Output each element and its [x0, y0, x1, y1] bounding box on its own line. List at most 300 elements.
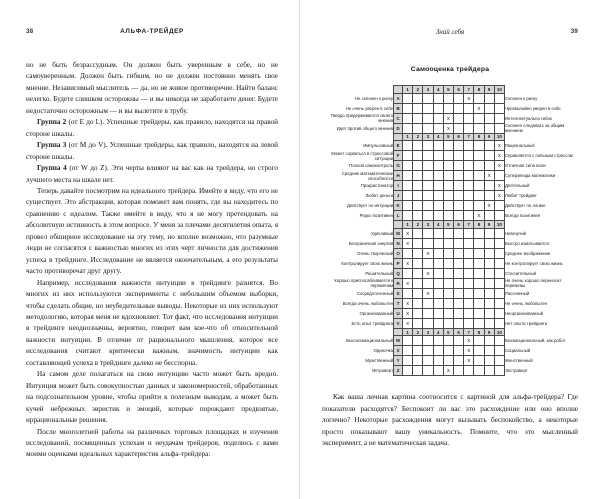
matrix-cell[interactable] — [494, 298, 504, 308]
closing-paragraph: Как ваша личная картина соотносится с картиной для альфа-трейдера? Где показатели расходятся? Беспокоит ли вас это расхождение или оно вполне логично? Некоторые расхождения могут вызывать беспокойство, а некоторые просто показывают вашу уникальность. Помните, что это мысленный эксперимент, а не математическая задача. — [322, 393, 578, 448]
matrix-cell[interactable] — [454, 336, 464, 346]
matrix-cell[interactable] — [403, 161, 413, 171]
matrix-trait-row[interactable] — [327, 211, 573, 221]
matrix-cell[interactable] — [423, 211, 433, 221]
matrix-cell[interactable] — [443, 191, 453, 201]
matrix-cell[interactable] — [433, 191, 443, 201]
matrix-cell-marked[interactable]: X — [423, 248, 433, 258]
matrix-trait-row[interactable] — [327, 141, 573, 151]
matrix-trait-row[interactable] — [327, 228, 573, 238]
matrix-cell[interactable] — [454, 238, 464, 248]
matrix-cell[interactable] — [403, 356, 413, 366]
matrix-cell[interactable] — [494, 366, 504, 376]
matrix-row-key: V — [394, 318, 403, 328]
matrix-trait-row[interactable] — [327, 171, 573, 181]
matrix-scale-number: 10 — [494, 328, 504, 336]
matrix-cell[interactable] — [494, 336, 504, 346]
matrix-cell[interactable] — [433, 161, 443, 171]
matrix-cell[interactable] — [423, 366, 433, 376]
matrix-cell-marked[interactable]: X — [474, 103, 484, 113]
matrix-cell[interactable] — [413, 201, 423, 211]
matrix-cell[interactable] — [403, 103, 413, 113]
matrix-cell[interactable] — [443, 228, 453, 238]
matrix-cell[interactable] — [484, 278, 494, 288]
matrix-cell[interactable] — [433, 141, 443, 151]
matrix-trait-row[interactable] — [327, 336, 573, 346]
matrix-cell[interactable] — [433, 113, 443, 123]
matrix-cell[interactable] — [474, 123, 484, 133]
matrix-cell[interactable] — [403, 366, 413, 376]
matrix-cell[interactable] — [423, 346, 433, 356]
matrix-cell[interactable] — [423, 228, 433, 238]
matrix-cell[interactable] — [443, 248, 453, 258]
matrix-cell[interactable] — [413, 238, 423, 248]
matrix-cell-marked[interactable]: X — [403, 258, 413, 268]
matrix-cell[interactable] — [454, 318, 464, 328]
matrix-cell[interactable] — [494, 248, 504, 258]
body-paragraph: Теперь давайте посмотрим на идеального трейдера. Имейте в виду, что его не существует. Это абстракция, которая поможет вам понять, где вы находитесь по сравнению с идеалом. Также имейте в виду, что я не могу претендовать на абсолютную истинность в этом вопросе. У меня за плечами десятилетия опыта, я провел обширное исследование на эту тему, но вполне возможно, что разумные люди не согласятся с важностью многих из этих черт личности для достижения успеха в трейдинге. Исследование не является окончательным, а его результаты часто противоречат друг другу. — [26, 186, 278, 276]
matrix-cell[interactable] — [423, 123, 433, 133]
matrix-row-key: O — [394, 248, 403, 258]
matrix-cell-marked[interactable]: X — [464, 356, 474, 366]
matrix-trait-row[interactable] — [327, 113, 573, 123]
matrix-cell[interactable] — [484, 318, 494, 328]
matrix-cell-marked[interactable]: X — [494, 141, 504, 151]
matrix-cell[interactable] — [433, 123, 443, 133]
matrix-cell-marked[interactable]: X — [464, 346, 474, 356]
matrix-cell[interactable] — [464, 228, 474, 238]
matrix-cell[interactable] — [494, 103, 504, 113]
matrix-scale-number: 2 — [413, 86, 423, 94]
matrix-cell[interactable] — [474, 336, 484, 346]
matrix-trait-row[interactable] — [327, 258, 573, 268]
matrix-cell[interactable] — [494, 171, 504, 181]
matrix-trait-row[interactable] — [327, 93, 573, 103]
matrix-cell[interactable] — [454, 93, 464, 103]
matrix-cell-marked[interactable]: X — [464, 93, 474, 103]
matrix-cell[interactable] — [413, 288, 423, 298]
matrix-cell[interactable] — [484, 366, 494, 376]
matrix-trait-row[interactable] — [327, 356, 573, 366]
matrix-left-label: Импульсивный — [363, 143, 394, 149]
matrix-cell[interactable] — [413, 141, 423, 151]
matrix-cell[interactable] — [454, 278, 464, 288]
matrix-cell[interactable] — [484, 141, 494, 151]
matrix-cell[interactable] — [484, 336, 494, 346]
matrix-trait-row[interactable] — [327, 278, 573, 288]
matrix-cell[interactable] — [423, 308, 433, 318]
matrix-cell[interactable] — [423, 171, 433, 181]
matrix-cell[interactable] — [454, 308, 464, 318]
matrix-cell[interactable] — [454, 268, 464, 278]
matrix-cell-marked[interactable]: X — [403, 318, 413, 328]
matrix-trait-row[interactable] — [327, 161, 573, 171]
matrix-cell[interactable] — [403, 346, 413, 356]
matrix-cell[interactable] — [413, 93, 423, 103]
matrix-cell[interactable] — [454, 248, 464, 258]
matrix-cell[interactable] — [474, 318, 484, 328]
matrix-trait-row[interactable] — [327, 191, 573, 201]
matrix-cell-marked[interactable]: X — [403, 308, 413, 318]
matrix-cell-marked[interactable]: X — [403, 228, 413, 238]
matrix-cell[interactable] — [423, 318, 433, 328]
matrix-cell[interactable] — [454, 103, 464, 113]
matrix-cell[interactable] — [464, 181, 474, 191]
matrix-cell[interactable] — [484, 298, 494, 308]
matrix-cell[interactable] — [413, 366, 423, 376]
matrix-cell[interactable] — [494, 318, 504, 328]
matrix-cell[interactable] — [494, 228, 504, 238]
matrix-cell[interactable] — [464, 268, 474, 278]
matrix-trait-row[interactable] — [327, 308, 573, 318]
matrix-cell[interactable] — [443, 141, 453, 151]
matrix-cell[interactable] — [454, 258, 464, 268]
matrix-cell[interactable] — [413, 171, 423, 181]
matrix-cell[interactable] — [423, 356, 433, 366]
matrix-scale-number: 9 — [484, 328, 494, 336]
matrix-cell-marked[interactable]: X — [494, 151, 504, 161]
matrix-cell[interactable] — [423, 93, 433, 103]
matrix-cell[interactable] — [474, 201, 484, 211]
matrix-cell[interactable] — [474, 93, 484, 103]
matrix-cell[interactable] — [433, 278, 443, 288]
matrix-cell[interactable] — [413, 336, 423, 346]
matrix-cell[interactable] — [474, 248, 484, 258]
matrix-cell[interactable] — [474, 288, 484, 298]
matrix-cell[interactable] — [433, 268, 443, 278]
matrix-cell[interactable] — [433, 93, 443, 103]
matrix-cell[interactable] — [403, 211, 413, 221]
matrix-cell[interactable] — [494, 238, 504, 248]
matrix-cell[interactable] — [454, 141, 464, 151]
matrix-cell-marked[interactable]: X — [403, 238, 413, 248]
matrix-cell[interactable] — [454, 211, 464, 221]
matrix-cell[interactable] — [443, 318, 453, 328]
matrix-cell-marked[interactable]: X — [464, 336, 474, 346]
matrix-cell[interactable] — [423, 161, 433, 171]
matrix-cell[interactable] — [474, 366, 484, 376]
matrix-cell[interactable] — [413, 228, 423, 238]
matrix-trait-row[interactable] — [327, 151, 573, 161]
matrix-cell[interactable] — [484, 123, 494, 133]
matrix-cell[interactable] — [464, 248, 474, 258]
matrix-cell[interactable] — [454, 366, 464, 376]
matrix-cell[interactable] — [443, 238, 453, 248]
matrix-cell[interactable] — [484, 346, 494, 356]
matrix-cell[interactable] — [474, 151, 484, 161]
matrix-cell[interactable] — [474, 346, 484, 356]
matrix-cell[interactable] — [443, 181, 453, 191]
matrix-cell[interactable] — [484, 181, 494, 191]
matrix-cell[interactable] — [474, 171, 484, 181]
matrix-cell[interactable] — [484, 228, 494, 238]
matrix-cell[interactable] — [454, 346, 464, 356]
matrix-cell[interactable] — [484, 308, 494, 318]
matrix-cell[interactable] — [403, 151, 413, 161]
matrix-cell[interactable] — [494, 258, 504, 268]
matrix-cell[interactable] — [474, 161, 484, 171]
matrix-cell[interactable] — [413, 113, 423, 123]
matrix-cell[interactable] — [403, 191, 413, 201]
matrix-cell[interactable] — [413, 278, 423, 288]
matrix-trait-row[interactable] — [327, 298, 573, 308]
matrix-cell[interactable] — [464, 308, 474, 318]
matrix-cell-marked[interactable]: X — [494, 161, 504, 171]
matrix-trait-row[interactable] — [327, 366, 573, 376]
matrix-cell[interactable] — [403, 141, 413, 151]
matrix-cell[interactable] — [494, 93, 504, 103]
matrix-cell[interactable] — [433, 248, 443, 258]
matrix-cell[interactable] — [454, 161, 464, 171]
matrix-cell[interactable] — [464, 238, 474, 248]
matrix-cell[interactable] — [423, 181, 433, 191]
matrix-cell[interactable] — [413, 123, 423, 133]
matrix-cell[interactable] — [423, 103, 433, 113]
matrix-cell[interactable] — [484, 356, 494, 366]
matrix-cell-marked[interactable]: X — [443, 366, 453, 376]
matrix-cell[interactable] — [474, 298, 484, 308]
matrix-cell[interactable] — [484, 161, 494, 171]
matrix-cell[interactable] — [464, 103, 474, 113]
matrix-cell[interactable] — [443, 93, 453, 103]
matrix-cell[interactable] — [464, 201, 474, 211]
matrix-cell[interactable] — [494, 113, 504, 123]
matrix-trait-row[interactable] — [327, 346, 573, 356]
matrix-cell[interactable] — [443, 278, 453, 288]
matrix-cell[interactable] — [443, 298, 453, 308]
matrix-row-key: U — [394, 308, 403, 318]
matrix-cell[interactable] — [454, 151, 464, 161]
matrix-cell[interactable] — [454, 356, 464, 366]
matrix-cell[interactable] — [423, 258, 433, 268]
matrix-cell[interactable] — [423, 336, 433, 346]
matrix-cell[interactable] — [464, 161, 474, 171]
matrix-cell[interactable] — [403, 201, 413, 211]
matrix-cell[interactable] — [494, 278, 504, 288]
matrix-cell[interactable] — [403, 113, 413, 123]
matrix-cell[interactable] — [433, 258, 443, 268]
matrix-cell[interactable] — [474, 258, 484, 268]
matrix-cell[interactable] — [443, 103, 453, 113]
matrix-cell[interactable] — [454, 288, 464, 298]
matrix-cell[interactable] — [443, 268, 453, 278]
matrix-trait-row[interactable] — [327, 318, 573, 328]
matrix-cell[interactable] — [484, 151, 494, 161]
matrix-cell[interactable] — [403, 123, 413, 133]
matrix-cell-marked[interactable]: X — [443, 113, 453, 123]
matrix-cell[interactable] — [443, 151, 453, 161]
matrix-trait-row[interactable] — [327, 248, 573, 258]
matrix-cell[interactable] — [484, 288, 494, 298]
matrix-cell[interactable] — [464, 191, 474, 201]
matrix-cell-marked[interactable]: X — [403, 298, 413, 308]
matrix-cell[interactable] — [403, 288, 413, 298]
matrix-cell[interactable] — [413, 103, 423, 113]
matrix-cell[interactable] — [433, 181, 443, 191]
matrix-cell[interactable] — [403, 248, 413, 258]
matrix-cell[interactable] — [443, 346, 453, 356]
matrix-cell[interactable] — [413, 181, 423, 191]
matrix-cell[interactable] — [454, 298, 464, 308]
matrix-cell[interactable] — [403, 171, 413, 181]
matrix-cell[interactable] — [484, 248, 494, 258]
matrix-cell[interactable] — [494, 288, 504, 298]
matrix-trait-row[interactable] — [327, 238, 573, 248]
matrix-trait-row[interactable] — [327, 268, 573, 278]
matrix-cell-marked[interactable]: X — [443, 123, 453, 133]
matrix-cell[interactable] — [413, 346, 423, 356]
matrix-cell[interactable] — [413, 268, 423, 278]
matrix-cell[interactable] — [423, 278, 433, 288]
matrix-cell-marked[interactable]: X — [484, 171, 494, 181]
matrix-cell[interactable] — [433, 201, 443, 211]
matrix-cell[interactable] — [464, 211, 474, 221]
matrix-cell-marked[interactable]: X — [494, 191, 504, 201]
matrix-cell[interactable] — [474, 181, 484, 191]
matrix-cell[interactable] — [433, 366, 443, 376]
matrix-cell[interactable] — [464, 366, 474, 376]
matrix-cell[interactable] — [464, 141, 474, 151]
matrix-cell[interactable] — [423, 201, 433, 211]
matrix-cell[interactable] — [413, 248, 423, 258]
matrix-scale-number: 2 — [413, 133, 423, 141]
matrix-cell[interactable] — [413, 191, 423, 201]
matrix-cell[interactable] — [494, 211, 504, 221]
matrix-cell[interactable] — [433, 103, 443, 113]
matrix-cell[interactable] — [413, 298, 423, 308]
matrix-cell[interactable] — [413, 308, 423, 318]
matrix-cell-marked[interactable]: X — [474, 211, 484, 221]
matrix-cell[interactable] — [454, 123, 464, 133]
matrix-cell[interactable] — [433, 336, 443, 346]
matrix-cell[interactable] — [484, 113, 494, 123]
matrix-cell[interactable] — [454, 191, 464, 201]
matrix-cell[interactable] — [464, 171, 474, 181]
matrix-scale-number: 6 — [454, 221, 464, 229]
matrix-cell[interactable] — [484, 268, 494, 278]
matrix-cell[interactable] — [474, 278, 484, 288]
matrix-cell[interactable] — [443, 308, 453, 318]
matrix-cell[interactable] — [494, 356, 504, 366]
matrix-cell[interactable] — [433, 318, 443, 328]
matrix-cell[interactable] — [433, 228, 443, 238]
matrix-cell-marked[interactable]: X — [494, 181, 504, 191]
matrix-cell[interactable] — [413, 151, 423, 161]
matrix-cell[interactable] — [494, 346, 504, 356]
matrix-cell[interactable] — [464, 123, 474, 133]
matrix-cell[interactable] — [454, 228, 464, 238]
matrix-cell[interactable] — [474, 141, 484, 151]
matrix-cell[interactable] — [433, 288, 443, 298]
matrix-cell[interactable] — [403, 268, 413, 278]
matrix-right-label: Суперзвезда математики — [504, 173, 556, 179]
matrix-cell[interactable] — [433, 171, 443, 181]
matrix-trait-row[interactable] — [327, 123, 573, 133]
matrix-cell[interactable] — [484, 238, 494, 248]
matrix-cell[interactable] — [443, 171, 453, 181]
matrix-cell-marked[interactable]: X — [423, 288, 433, 298]
matrix-cell[interactable] — [474, 238, 484, 248]
matrix-cell[interactable] — [464, 258, 474, 268]
matrix-cell[interactable] — [464, 318, 474, 328]
matrix-cell[interactable] — [413, 318, 423, 328]
matrix-cell[interactable] — [494, 201, 504, 211]
matrix-cell[interactable] — [423, 151, 433, 161]
matrix-cell[interactable] — [454, 171, 464, 181]
matrix-cell[interactable] — [474, 356, 484, 366]
matrix-cell[interactable] — [443, 201, 453, 211]
matrix-cell[interactable] — [484, 258, 494, 268]
matrix-cell[interactable] — [494, 268, 504, 278]
matrix-cell[interactable] — [464, 288, 474, 298]
matrix-cell[interactable] — [423, 191, 433, 201]
matrix-cell[interactable] — [464, 151, 474, 161]
matrix-cell-marked[interactable]: X — [403, 278, 413, 288]
matrix-cell-marked[interactable]: X — [484, 201, 494, 211]
matrix-cell[interactable] — [474, 191, 484, 201]
matrix-cell[interactable] — [413, 161, 423, 171]
matrix-cell[interactable] — [474, 308, 484, 318]
matrix-cell[interactable] — [443, 356, 453, 366]
matrix-cell[interactable] — [454, 201, 464, 211]
matrix-cell[interactable] — [474, 268, 484, 278]
matrix-cell[interactable] — [423, 238, 433, 248]
matrix-cell[interactable] — [423, 141, 433, 151]
matrix-cell[interactable] — [423, 298, 433, 308]
matrix-cell[interactable] — [474, 113, 484, 123]
matrix-cell[interactable] — [484, 103, 494, 113]
matrix-cell[interactable] — [494, 308, 504, 318]
matrix-cell[interactable] — [433, 151, 443, 161]
matrix-cell[interactable] — [443, 211, 453, 221]
matrix-cell[interactable] — [413, 356, 423, 366]
matrix-cell[interactable] — [454, 181, 464, 191]
matrix-cell[interactable] — [454, 113, 464, 123]
matrix-trait-row[interactable] — [327, 181, 573, 191]
matrix-cell[interactable] — [464, 298, 474, 308]
matrix-scale-number: 4 — [433, 328, 443, 336]
matrix-cell[interactable] — [403, 93, 413, 103]
matrix-cell[interactable] — [474, 228, 484, 238]
matrix-cell[interactable] — [443, 161, 453, 171]
matrix-cell[interactable] — [413, 258, 423, 268]
matrix-cell[interactable] — [484, 93, 494, 103]
matrix-cell[interactable] — [464, 278, 474, 288]
matrix-cell[interactable] — [443, 336, 453, 346]
matrix-cell[interactable] — [433, 211, 443, 221]
matrix-cell[interactable] — [464, 113, 474, 123]
matrix-cell[interactable] — [433, 308, 443, 318]
matrix-cell[interactable] — [433, 238, 443, 248]
matrix-cell[interactable] — [403, 181, 413, 191]
matrix-cell[interactable] — [403, 336, 413, 346]
matrix-row-key: Y — [394, 356, 403, 366]
matrix-cell[interactable] — [443, 288, 453, 298]
matrix-cell[interactable] — [484, 211, 494, 221]
matrix-cell[interactable] — [413, 211, 423, 221]
matrix-cell[interactable] — [433, 298, 443, 308]
matrix-trait-row[interactable] — [327, 288, 573, 298]
matrix-trait-row[interactable] — [327, 201, 573, 211]
matrix-cell[interactable] — [433, 346, 443, 356]
matrix-cell[interactable] — [494, 123, 504, 133]
matrix-cell[interactable] — [484, 191, 494, 201]
matrix-trait-row[interactable] — [327, 103, 573, 113]
matrix-cell-marked[interactable]: X — [423, 268, 433, 278]
matrix-cell[interactable] — [443, 258, 453, 268]
matrix-cell[interactable] — [433, 356, 443, 366]
matrix-cell[interactable] — [423, 113, 433, 123]
